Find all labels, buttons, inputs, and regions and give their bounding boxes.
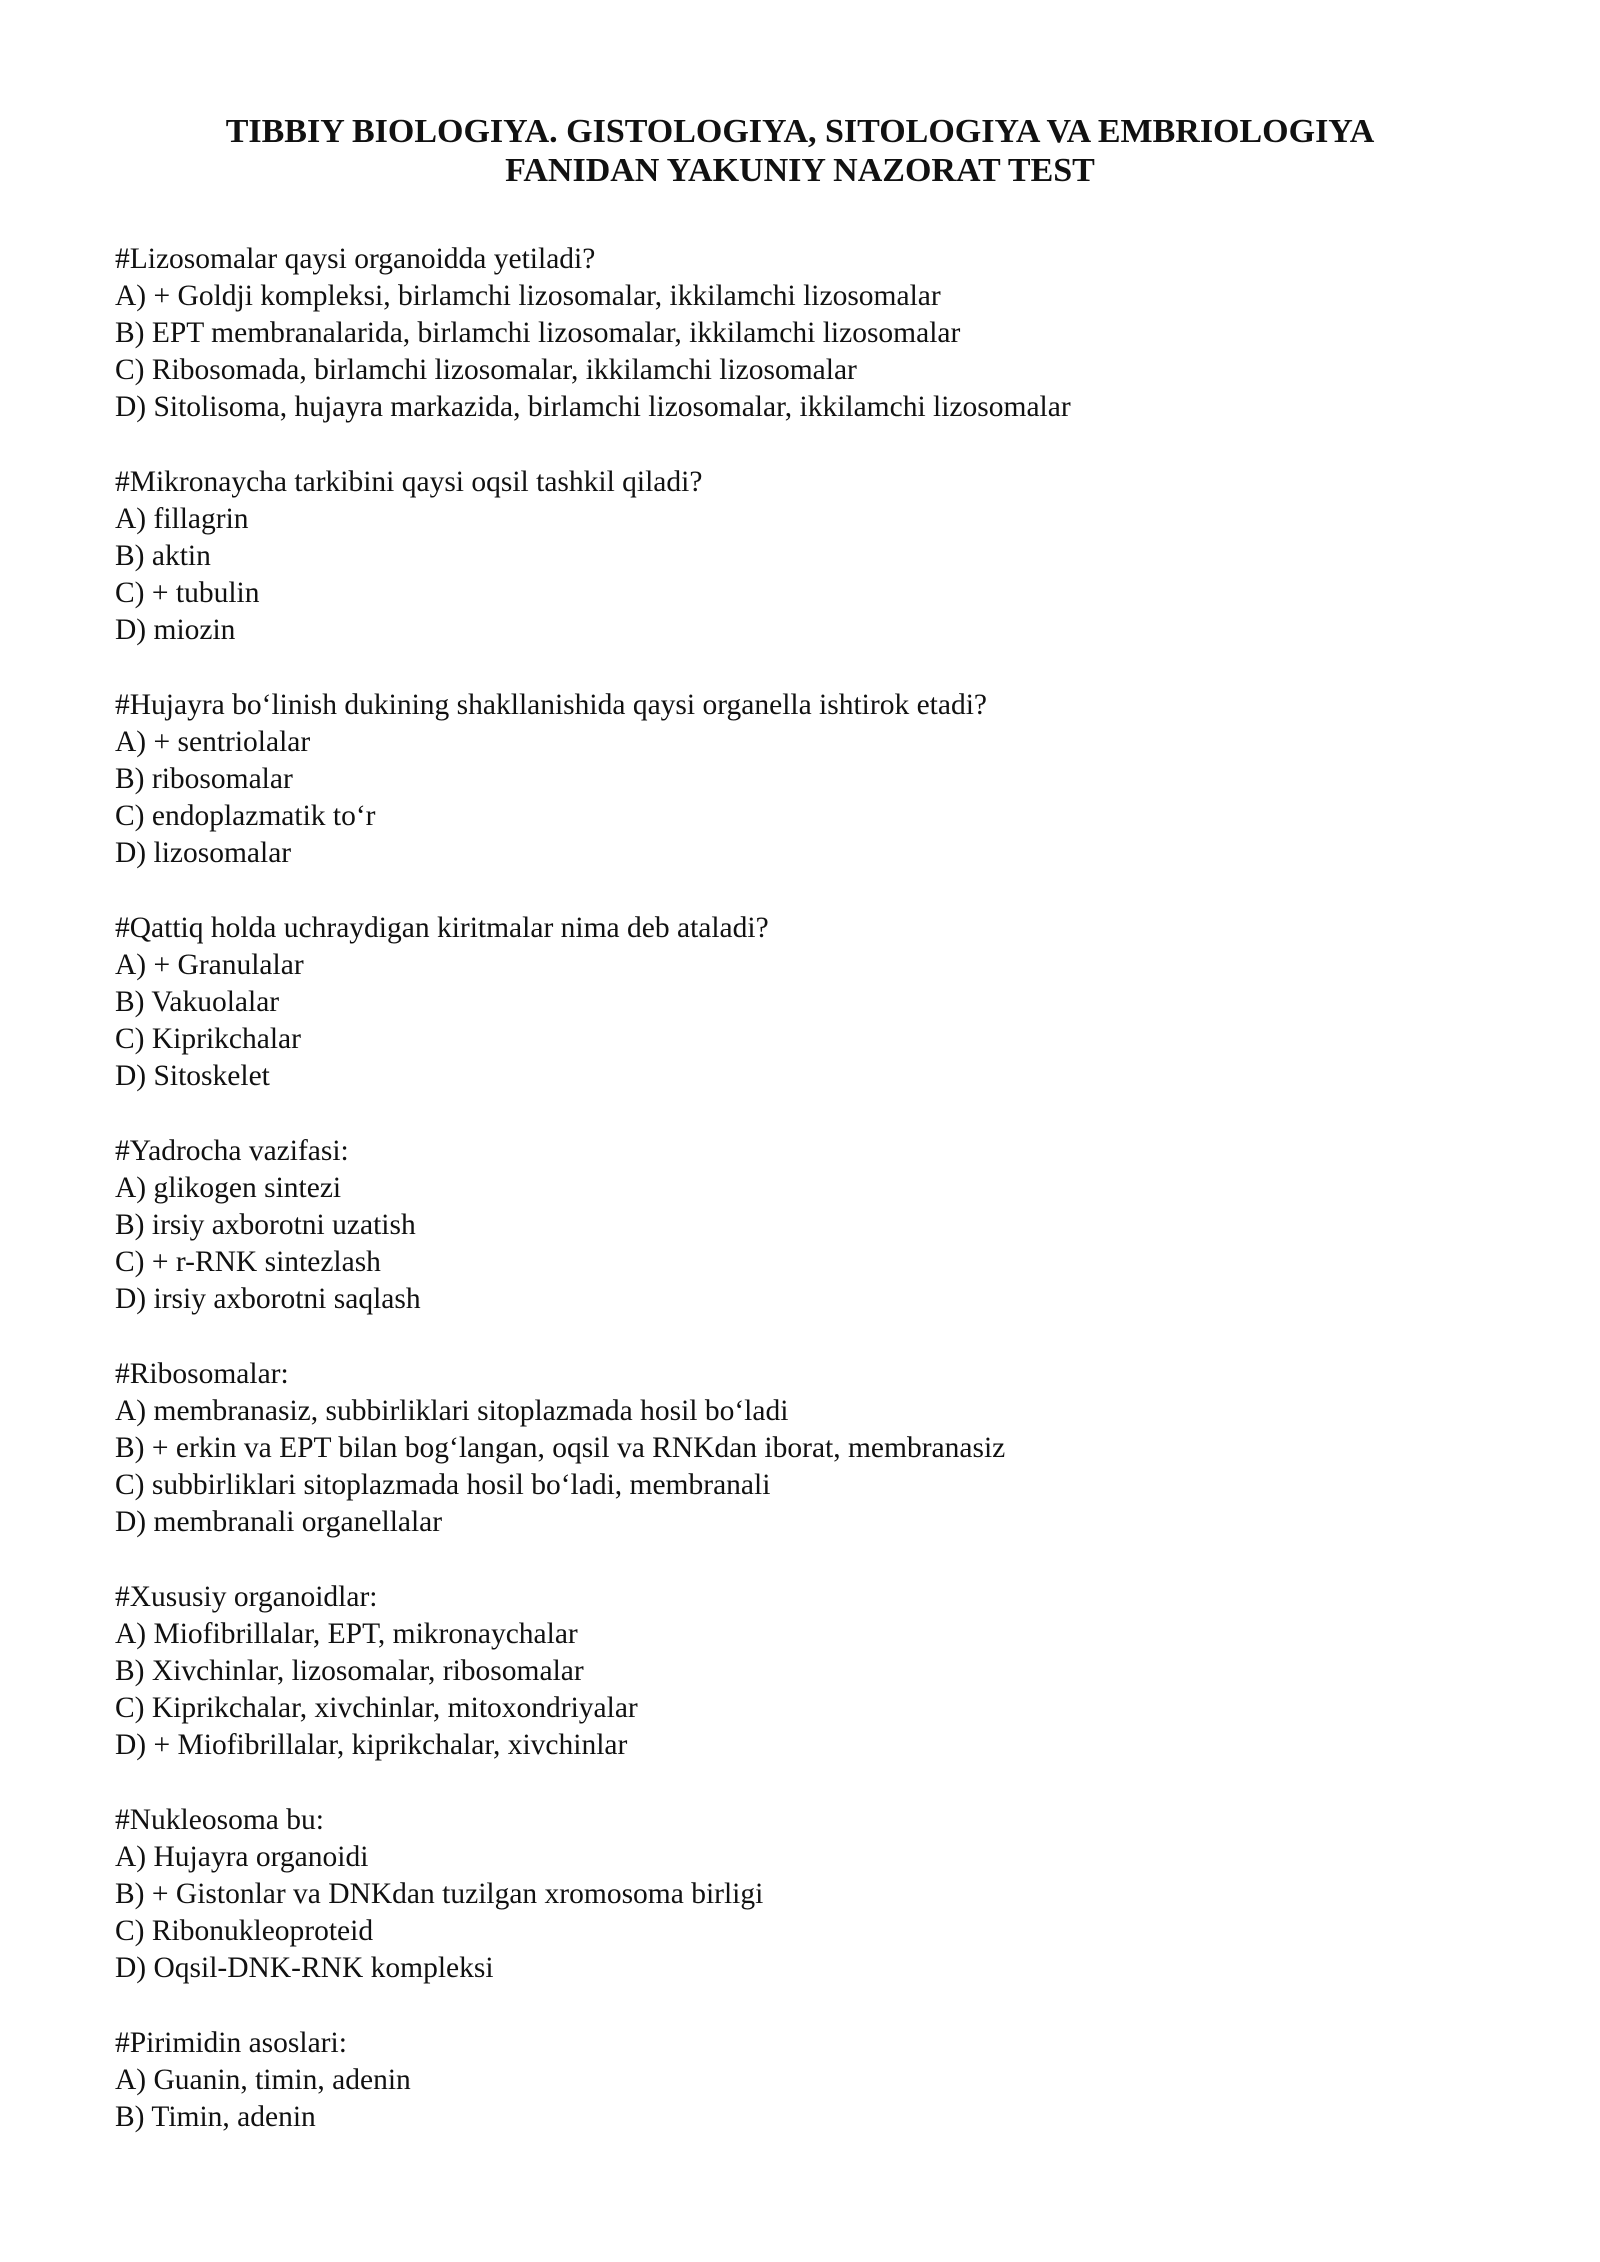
question-block xyxy=(115,1133,1515,1318)
answer-option: C) + r-RNK sintezlash xyxy=(115,1246,381,1278)
answer-option: B) EPT membranalarida, birlamchi lizosomalar, ikkilamchi lizosomalar xyxy=(115,317,961,349)
question-block xyxy=(115,241,1515,426)
answer-option: C) Kiprikchalar, xivchinlar, mitoxondriyalar xyxy=(115,1692,638,1724)
question-block xyxy=(115,464,1515,649)
answer-option: B) Xivchinlar, lizosomalar, ribosomalar xyxy=(115,1655,584,1687)
question-block xyxy=(115,910,1515,1095)
question-text: #Ribosomalar: xyxy=(115,1358,289,1390)
question-text: #Mikronaycha tarkibini qaysi oqsil tashkil qiladi? xyxy=(115,466,703,498)
question-text: #Pirimidin asoslari: xyxy=(115,2027,347,2059)
question-text: #Qattiq holda uchraydigan kiritmalar nima deb ataladi? xyxy=(115,912,769,944)
answer-option: A) + Granulalar xyxy=(115,949,304,981)
document-title xyxy=(0,112,1600,190)
title-line-1: TIBBIY BIOLOGIYA. GISTOLOGIYA, SITOLOGIYA VA EMBRIOLOGIYA xyxy=(225,113,1375,150)
answer-option: A) + sentriolalar xyxy=(115,726,311,758)
question-list xyxy=(115,241,1515,2174)
answer-option: B) Vakuolalar xyxy=(115,986,280,1018)
answer-option: D) Oqsil-DNK-RNK kompleksi xyxy=(115,1952,494,1984)
question-text: #Yadrocha vazifasi: xyxy=(115,1135,349,1167)
answer-option: C) Kiprikchalar xyxy=(115,1023,301,1055)
answer-option: A) Guanin, timin, adenin xyxy=(115,2064,411,2096)
question-text: #Xususiy organoidlar: xyxy=(115,1581,378,1613)
answer-option: B) + erkin va EPT bilan bog‘langan, oqsil va RNKdan iborat, membranasiz xyxy=(115,1432,1006,1464)
answer-option: B) aktin xyxy=(115,540,211,572)
question-text: #Hujayra bo‘linish dukining shakllanishida qaysi organella ishtirok etadi? xyxy=(115,689,987,721)
answer-option: A) + Goldji kompleksi, birlamchi lizosomalar, ikkilamchi lizosomalar xyxy=(115,280,941,312)
answer-option: B) ribosomalar xyxy=(115,763,293,795)
answer-option: C) subbirliklari sitoplazmada hosil bo‘ladi, membranali xyxy=(115,1469,771,1501)
question-text: #Nukleosoma bu: xyxy=(115,1804,324,1836)
answer-option: D) lizosomalar xyxy=(115,837,292,869)
answer-option: A) Miofibrillalar, EPT, mikronaychalar xyxy=(115,1618,578,1650)
title-line-2: FANIDAN YAKUNIY NAZORAT TEST xyxy=(505,152,1095,189)
answer-option: C) endoplazmatik to‘r xyxy=(115,800,376,832)
answer-option: D) Sitoskelet xyxy=(115,1060,270,1092)
answer-option: B) Timin, adenin xyxy=(115,2101,316,2133)
answer-option: A) fillagrin xyxy=(115,503,249,535)
answer-option: D) Sitolisoma, hujayra markazida, birlamchi lizosomalar, ikkilamchi lizosomalar xyxy=(115,391,1071,423)
answer-option: A) membranasiz, subbirliklari sitoplazmada hosil bo‘ladi xyxy=(115,1395,789,1427)
answer-option: C) + tubulin xyxy=(115,577,260,609)
answer-option: A) glikogen sintezi xyxy=(115,1172,342,1204)
answer-option: C) Ribonukleoproteid xyxy=(115,1915,374,1947)
question-block xyxy=(115,687,1515,872)
answer-option: C) Ribosomada, birlamchi lizosomalar, ikkilamchi lizosomalar xyxy=(115,354,857,386)
question-text: #Lizosomalar qaysi organoidda yetiladi? xyxy=(115,243,596,275)
question-block xyxy=(115,1356,1515,1541)
answer-option: D) miozin xyxy=(115,614,236,646)
question-block xyxy=(115,2025,1515,2136)
answer-option: B) + Gistonlar va DNKdan tuzilgan xromosoma birligi xyxy=(115,1878,764,1910)
answer-option: D) + Miofibrillalar, kiprikchalar, xivchinlar xyxy=(115,1729,628,1761)
answer-option: A) Hujayra organoidi xyxy=(115,1841,369,1873)
question-block xyxy=(115,1579,1515,1764)
question-block xyxy=(115,1802,1515,1987)
answer-option: D) irsiy axborotni saqlash xyxy=(115,1283,421,1315)
answer-option: D) membranali organellalar xyxy=(115,1506,443,1538)
answer-option: B) irsiy axborotni uzatish xyxy=(115,1209,416,1241)
